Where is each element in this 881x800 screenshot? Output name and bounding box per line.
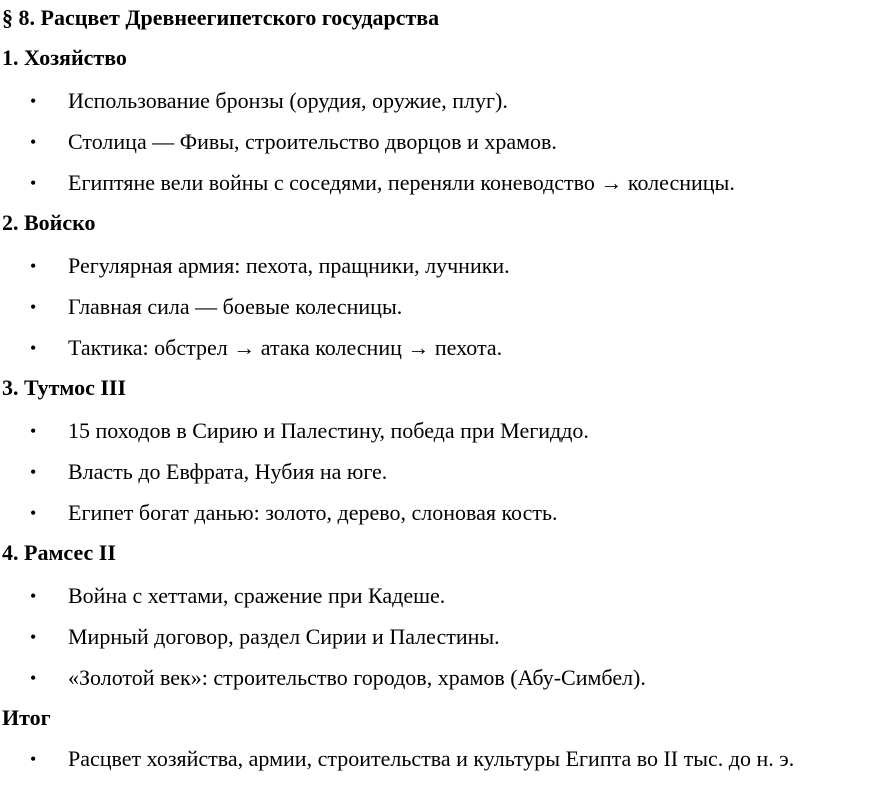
list-item-text: Война с хеттами, сражение при Кадеше. — [68, 583, 446, 608]
bullet-icon: • — [30, 668, 37, 688]
list-item-text: «Золотой век»: строительство городов, храмов (Абу-Симбел). — [68, 665, 646, 690]
bullet-icon: • — [30, 421, 37, 441]
list-item-text: Использование бронзы (орудия, оружие, плуг). — [68, 88, 508, 113]
section-heading-economy: 1. Хозяйство — [2, 45, 127, 70]
list-item-text: Главная сила — боевые колесницы. — [68, 294, 403, 319]
list-item-text: Тактика: обстрел → атака колесниц → пехота. — [68, 335, 503, 360]
section-heading-thutmose: 3. Тутмос III — [2, 375, 127, 400]
bullet-icon: • — [30, 173, 37, 193]
bullet-icon: • — [30, 91, 37, 111]
page-title: § 8. Расцвет Древнеегипетского государства — [2, 5, 440, 30]
bullet-icon: • — [30, 132, 37, 152]
section-heading-summary: Итог — [2, 705, 51, 730]
list-item-text: Египет богат данью: золото, дерево, слоновая кость. — [68, 500, 558, 525]
list-item-text: 15 походов в Сирию и Палестину, победа при Мегиддо. — [68, 418, 589, 443]
bullet-icon: • — [30, 586, 37, 606]
bullet-icon: • — [30, 462, 37, 482]
list-item-text: Регулярная армия: пехота, пращники, лучники. — [68, 253, 510, 278]
section-heading-ramesses: 4. Рамсес II — [2, 540, 116, 565]
bullet-icon: • — [30, 749, 37, 769]
list-item-text: Власть до Евфрата, Нубия на юге. — [68, 459, 388, 484]
bullet-icon: • — [30, 297, 37, 317]
list-item-text: Египтяне вели войны с соседями, переняли коневодство → колесницы. — [68, 170, 735, 195]
bullet-icon: • — [30, 627, 37, 647]
bullet-icon: • — [30, 256, 37, 276]
bullet-icon: • — [30, 338, 37, 358]
list-item-text: Расцвет хозяйства, армии, строительства и культуры Египта во II тыс. до н. э. — [68, 746, 795, 771]
bullet-icon: • — [30, 503, 37, 523]
list-item-text: Мирный договор, раздел Сирии и Палестины. — [68, 624, 500, 649]
section-heading-army: 2. Войско — [2, 210, 96, 235]
list-item-text: Столица — Фивы, строительство дворцов и храмов. — [68, 129, 557, 154]
